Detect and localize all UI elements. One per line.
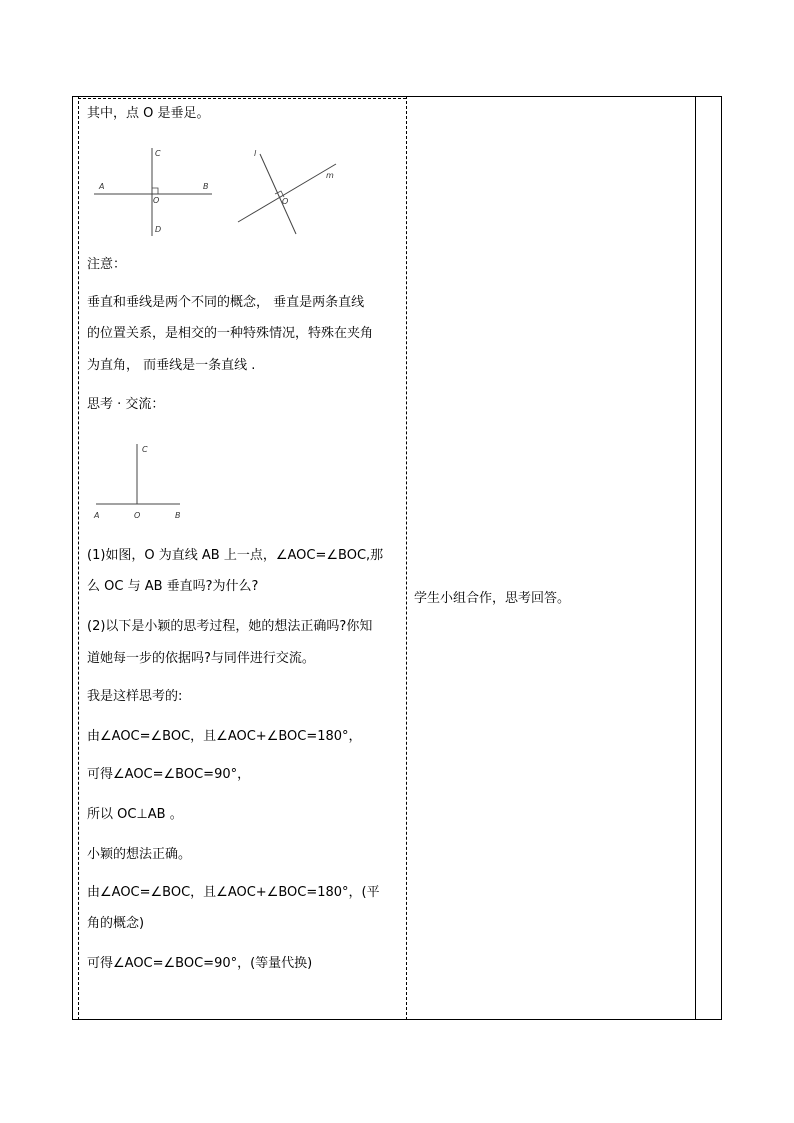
reason-2: 可得∠AOC=∠BOC=90°，(等量代换) bbox=[87, 956, 313, 971]
fig2-label-o: O bbox=[282, 197, 289, 206]
left-inner-dashed-border bbox=[78, 96, 79, 1020]
question-2-line-2: 道她每一步的依据吗?与同伴进行交流。 bbox=[87, 651, 315, 666]
conclusion-text: 小颖的想法正确。 bbox=[87, 847, 192, 862]
note-line-2: 的位置关系，是相交的一种特殊情况，特殊在夹角 bbox=[87, 326, 374, 341]
text-foot-point: 其中，点 O 是垂足。 bbox=[87, 106, 210, 121]
reasoning-step-1: 由∠AOC=∠BOC，且∠AOC+∠BOC=180°， bbox=[87, 729, 362, 744]
fig1-label-a: A bbox=[99, 182, 105, 191]
table-right-border bbox=[721, 96, 722, 1020]
fig3-label-c: C bbox=[142, 445, 148, 454]
fig1-label-d: D bbox=[155, 225, 162, 234]
fig2-label-m: m bbox=[326, 171, 334, 180]
fig1-label-o: O bbox=[153, 196, 160, 205]
fig1-label-c: C bbox=[155, 149, 161, 158]
question-1-line-2: 么 OC 与 AB 垂直吗?为什么? bbox=[87, 579, 259, 594]
fig3-label-a: A bbox=[94, 511, 100, 520]
table-top-border bbox=[72, 96, 722, 97]
table-left-border bbox=[72, 96, 73, 1020]
question-2-line-1: (2)以下是小颖的思考过程，她的想法正确吗?你知 bbox=[87, 619, 373, 634]
column-divider-dashed bbox=[406, 96, 407, 1020]
fig2-label-l: l bbox=[254, 149, 257, 158]
reasoning-step-3: 所以 OC⊥AB 。 bbox=[87, 807, 183, 822]
reason-1-line-2: 角的概念) bbox=[87, 916, 145, 931]
figure-angle-aoc-boc bbox=[88, 436, 198, 524]
fig3-label-o: O bbox=[134, 511, 141, 520]
right-column-divider bbox=[695, 96, 696, 1020]
student-activity-text: 学生小组合作，思考回答。 bbox=[414, 591, 571, 606]
think-exchange-title: 思考 · 交流： bbox=[87, 397, 165, 412]
reason-1-line-1: 由∠AOC=∠BOC，且∠AOC+∠BOC=180°，(平 bbox=[87, 885, 380, 900]
note-line-3: 为直角， 而垂线是一条直线 . bbox=[87, 358, 256, 373]
table-bottom-border bbox=[72, 1019, 722, 1020]
fig3-label-b: B bbox=[175, 511, 181, 520]
fig1-label-b: B bbox=[203, 182, 209, 191]
thinking-process-title: 我是这样思考的: bbox=[87, 689, 183, 704]
figure-perpendicular-lines-lm bbox=[230, 142, 345, 237]
question-1-line-1: (1)如图，O 为直线 AB 上一点，∠AOC=∠BOC,那 bbox=[87, 548, 384, 563]
note-title: 注意： bbox=[87, 257, 127, 272]
reasoning-step-2: 可得∠AOC=∠BOC=90°， bbox=[87, 767, 251, 782]
cell-top-dashed-line bbox=[78, 98, 406, 99]
note-line-1: 垂直和垂线是两个不同的概念， 垂直是两条直线 bbox=[87, 295, 365, 310]
figure-perpendicular-cross bbox=[90, 140, 220, 240]
